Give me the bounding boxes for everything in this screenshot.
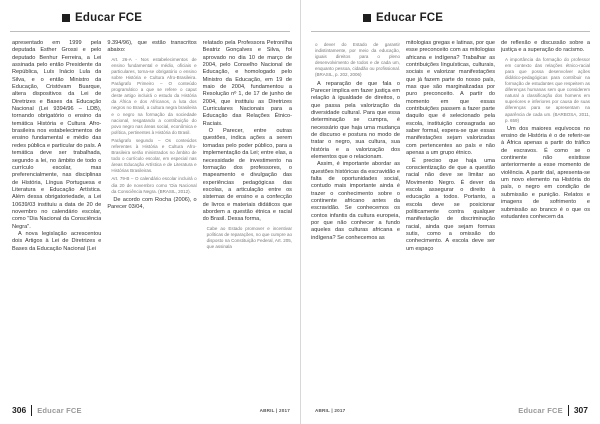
issue-date: ABRIL | 2017: [259, 407, 290, 413]
square-bullet-icon: [363, 14, 371, 22]
magazine-title: Educar FCE: [376, 12, 444, 24]
footer-brand: Educar FCE: [518, 405, 563, 415]
right-page: [300, 0, 600, 424]
paragraph: De acordo com Rocha (2006), o Parecer 03/04,: [107, 196, 197, 211]
paragraph: relatado pela Professora Petronilha Beatriz Gonçalves e Silva, foi aprovado no dia 10 de março de 2004, pelo Conselho Nacional de Educação, e homologado pelo Ministro da Educação, em 19 de maio de 2004, fundamentou a Resolução nº 1, de 17 de junho de 2004, que instituiu as Diretrizes Curriculares Nacionais para a Educação das Relações Étnico-Raciais.: [202, 40, 292, 127]
block-quote: Art. 79-B – O calendário escolar incluirá o dia 20 de novembro como 'Dia Nacional da Consciência Negra. (BRASIL, 2012).: [111, 176, 197, 194]
page-footer: [12, 402, 82, 418]
magazine-title: Educar FCE: [75, 12, 143, 24]
page-footer-date: [260, 402, 290, 418]
paragraph: É preciso que haja uma conscientização de que a questão racial não deve se limitar ao Movimento Negro. É dever da escola assegurar o direito à educação a todos. Portanto, a escola deve se posicionar politicamente contra qualquer manifestação de discriminação racial, ainda que sejam formas sutis, como a omissão do conhecimento. A escola deve ser um espaço: [406, 157, 495, 252]
square-bullet-icon: [62, 14, 70, 22]
paragraph: apresentado em 1999 pela deputada Esther Grossi e pelo deputado Benhur Ferreira, a Lei assinada pelo então Presidente da República, Luís Inácio Lula da Silva, e o então Ministro da Educação, Cristóvam Buarque, altera dispositivos da Lei de Diretrizes e Bases da Educação Nacional (Lei 9394/96 – LDB), tornando obrigatório o ensino da temática História e Cultura Afro-brasileira nos estabelecimentos de ensino fundamental e médio das redes pública e particular do país. A temática deve ser trabalhada, segundo a lei, no âmbito de todo o currículo escolar, mas preferencialmente, nas disciplinas de História, Língua Portuguesa e Literatura e Educação Artística. Além dessa obrigatoriedade, a Lei 10639/03 instituiu a data de 20 de novembro no calendário escolar, como "Dia Nacional da Consciência Negra".: [12, 40, 102, 230]
issue-date: ABRIL | 2017: [315, 407, 346, 413]
page-footer-date: [315, 402, 345, 418]
footer-divider: [568, 405, 569, 416]
paragraph: 9.394/96), que estão transcritos abaixo:: [107, 40, 197, 54]
block-quote: Parágrafo segundo – Os conteúdos referentes à História e Cultura Afro-Brasileira serão ministrados no âmbito de todo o currículo escolar, em especial nas áreas Educação Artística e de Literatura e Histórias Brasileiras.: [111, 137, 197, 174]
paragraph: de reflexão e discussão sobre a justiça e a superação do racismo.: [501, 40, 590, 54]
header-divider: [311, 31, 590, 32]
block-quote: Art. 26-A - Nos estabelecimentos de ensino fundamental e médio, oficiais e particulares, torna-se obrigatório o ensino sobre História e Cultura Afro-Brasileira. Parágrafo Primeiro – O conteúdo programático a que se refere o caput deste artigo incluirá o estudo da História da África e dos Africanos, a luta dos negros no Brasil, a cultura negra brasileira e o negro na formação da sociedade nacional, resgatando a contribuição do povo negro nas áreas social, econômica e política, pertinentes à História do Brasil.: [111, 56, 197, 135]
page-header: [62, 8, 142, 28]
paragraph: A nova legislação acrescentou dois Artigos à Lei de Diretrizes e Bases da Educação Nacional (Lei: [12, 230, 102, 252]
text-column: [12, 40, 101, 394]
page-number: 306: [12, 405, 27, 415]
paragraph: Assim, é importante abordar as questões históricas da escravidão e falta de oportunidades social, contudo mais importante ainda é trazer o conhecimento sobre o continente africano antes da escravidão. Se conhecemos os contos infantis da cultura europeia, por que não conhecer a fundo aqueles das culturas africana e indígena? Se conhecemos as: [311, 161, 400, 241]
page-footer: [518, 402, 588, 418]
footer-divider: [31, 405, 32, 416]
paragraph: A reparação de que fala o Parecer implica em fazer justiça em relação à igualdade de direitos, o que passa pela valorização da diversidade cultural. Para que essa determinação se cumpra, é necessário que haja uma mudança de discurso e postura no modo de tratar o negro, sua cultura, sua história e a valorização dos elementos que o relacionam.: [311, 80, 400, 160]
block-quote: A importância da formação do professor em contexto das relações étnico-racial para que possa desenvolver ações didático-pedagógicas para contribuir na formação de estudantes que respeitem as diferenças humanas sem que considerem natural a classificação dos homens em superiores e inferiores por causa de suas diferenças para se apresentam na aparência de cada um. (BARBOSA, 2011, p. 659): [505, 56, 590, 123]
text-columns: [12, 40, 292, 394]
paragraph: O Parecer, entre outras questões, indica ações a serem tomadas pelo poder público, para a implementação da Lei; entre elas, a necessidade de investimento na formação dos professores, o mapeamento e divulgação das experiências pedagógicas das escolas, a articulação entre os sistemas de ensino e a confecção de livros e materiais didáticos que abordem a questão étnica e racial do Brasil. Dessa forma,: [202, 128, 292, 223]
paragraph: Um dos maiores equívocos no ensino de História é o de referir-se à África apenas a partir do tráfico de escravos. É como se o continente não existisse anteriormente a esse momento de violência. A partir daí, apresenta-se um novo elemento na História do país, o negro em condição de submissão e punição. Relatos e imagens de sofrimento e submissão ao branco é o que os estudantes conhecem da: [501, 125, 590, 220]
block-quote: o dever do Estado de garantir indistintamente, por meio da educação, iguais direitos para o pleno desenvolvimento de todos e de cada um, enquanto pessoa, cidadão ou profissional. (BRASIL, p. 202, 2006): [315, 42, 400, 78]
text-column: [311, 40, 400, 394]
text-columns: [311, 40, 590, 394]
text-column: [107, 40, 196, 394]
page-header: [363, 8, 443, 28]
footer-brand: Educar FCE: [37, 405, 82, 415]
header-divider: [10, 31, 290, 32]
text-column: [203, 40, 292, 394]
page-number: 307: [573, 405, 588, 415]
paragraph: mitologias gregas e latinas, por que esse preconceito com as mitologias africana e indígena? Trabalhar as contribuições linguísticas, culturais, sociais e valorizar manifestações que já fazem parte do nosso país, mas que são marginalizadas por puro preconceito. A partir do momento em que essas contribuições passem a fazer parte daquilo que é selecionado pela escola, instituição consagrada ao saber formal, espera-se que essas manifestações sejam valorizadas com pertencentes ao país e não apenas a um grupo étnico.: [406, 40, 495, 157]
block-quote: Cabe ao Estado promover e incentivar políticas de reparações, no que cumpre ao disposto na Constituição Federal, Art. 205, que assinala: [206, 225, 292, 249]
text-column: [406, 40, 495, 394]
text-column: [501, 40, 590, 394]
